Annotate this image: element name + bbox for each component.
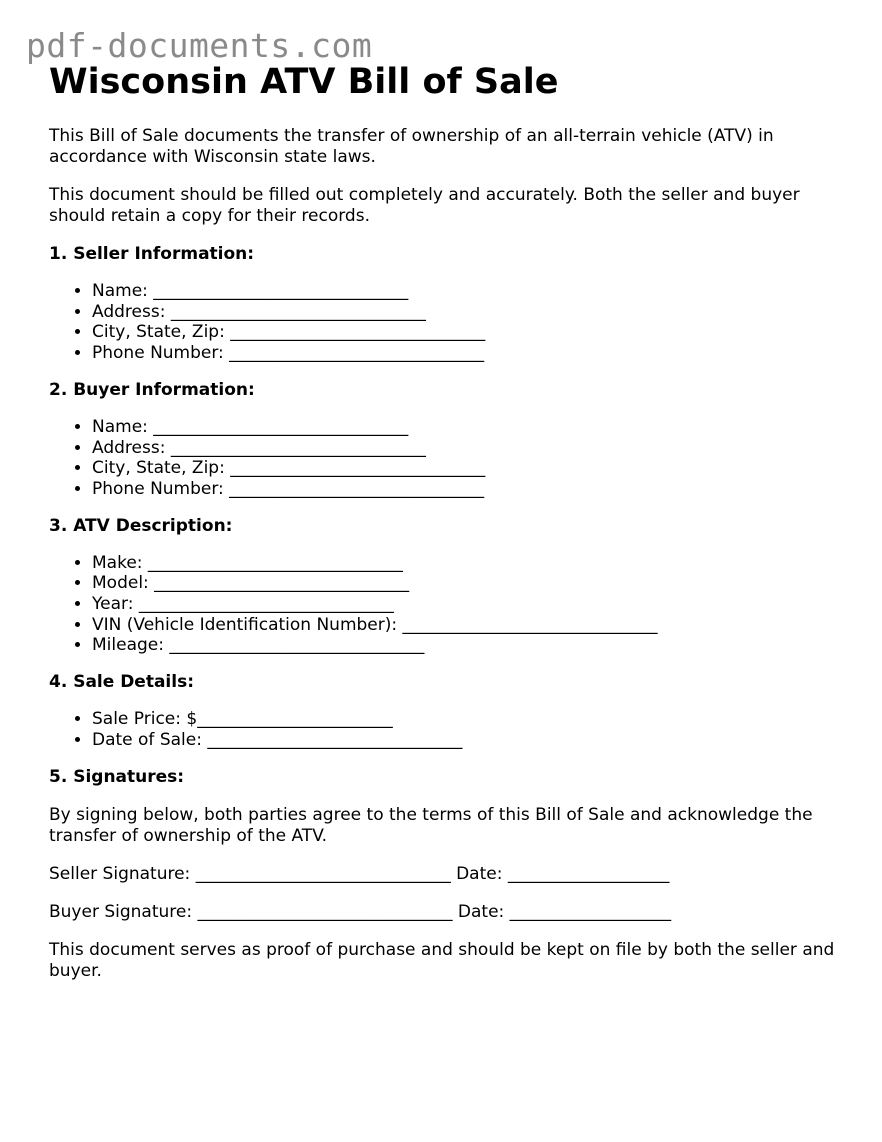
seller-phone-field: • Phone Number: ______________________________ [92,343,849,364]
sale-date-field: • Date of Sale: ______________________________ [92,730,849,751]
document-title: Wisconsin ATV Bill of Sale [49,62,559,102]
buyer-phone-field: • Phone Number: ______________________________ [92,479,849,500]
atv-model-field: • Model: ______________________________ [92,573,849,594]
intro-paragraph-1: This Bill of Sale documents the transfer of ownership of an all-terrain vehicle (ATV) in accordance with Wisconsin state laws. [49,126,774,167]
seller-field-list [49,281,849,364]
atv-section-heading: 3. ATV Description: [49,515,233,536]
seller-section-heading: 1. Seller Information: [49,244,255,264]
buyer-section-heading: 2. Buyer Information: [49,379,255,400]
seller-address-field: • Address: ______________________________ [92,302,849,323]
seller-city-state-zip-field: • City, State, Zip: ______________________________ [92,322,849,343]
document-body [49,60,849,982]
atv-field-list [49,553,849,657]
buyer-signature-line: Buyer Signature: ______________________________ Date: ___________________ [49,901,672,922]
sale-price-field: • Sale Price: $_______________________ [92,709,849,730]
buyer-address-field: • Address: ______________________________ [92,438,849,459]
signatures-section-heading: 5. Signatures: [49,766,185,787]
buyer-field-list [49,417,849,500]
intro-paragraph-2: This document should be filled out completely and accurately. Both the seller and buyer should retain a copy for their records. [49,185,800,226]
buyer-name-field: • Name: ______________________________ [92,417,849,438]
seller-signature-line: Seller Signature: ______________________________ Date: ___________________ [49,863,670,884]
watermark-text: pdf-documents.com [26,26,373,65]
seller-name-field: • Name: ______________________________ [92,281,849,302]
sale-section-heading: 4. Sale Details: [49,672,195,693]
atv-make-field: • Make: ______________________________ [92,553,849,574]
buyer-city-state-zip-field: • City, State, Zip: ______________________________ [92,458,849,479]
sale-field-list [49,709,849,750]
atv-mileage-field: • Mileage: ______________________________ [92,635,849,656]
closing-statement: This document serves as proof of purchase and should be kept on file by both the seller and buyer. [49,939,835,981]
atv-year-field: • Year: ______________________________ [92,594,849,615]
atv-vin-field: • VIN (Vehicle Identification Number): ______________________________ [92,615,849,636]
signatures-agreement-text: By signing below, both parties agree to the terms of this Bill of Sale and acknowledge the transfer of ownership of the ATV. [49,804,813,846]
